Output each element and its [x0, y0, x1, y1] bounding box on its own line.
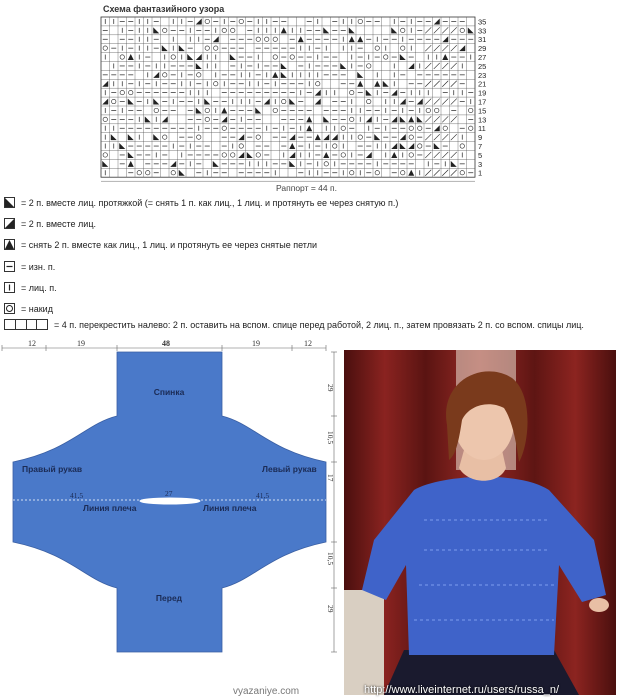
- row-number: 23: [478, 70, 487, 80]
- legend-text: = накид: [21, 303, 53, 314]
- right-dim-1: 29: [326, 384, 335, 392]
- dim-sleeve-left: 41,5: [70, 491, 84, 500]
- legend-text: = снять 2 п. вместе как лиц., 1 лиц. и протянуть ее через снятые петли: [21, 239, 318, 250]
- dim-neck: 27: [165, 489, 173, 498]
- legend-text: = 2 п. вместе лиц.: [21, 218, 96, 229]
- cable-cross-icon: [4, 319, 48, 330]
- right-dim-2: 10,5: [326, 431, 335, 445]
- legend-item-decrease-left: [4, 197, 398, 208]
- right-dim-5: 29: [326, 605, 335, 613]
- legend-text: = 2 п. вместе лиц. протяжкой (= снять 1 п. как лиц., 1 лиц. и протянуть ее через снятую п.): [21, 197, 399, 208]
- label-shoulder-right: Линия плеча: [203, 503, 257, 513]
- neckline-opening: [140, 498, 200, 504]
- legend-item-purl: [4, 261, 55, 272]
- row-number: 25: [478, 61, 487, 71]
- source-url[interactable]: http://www.liveinternet.ru/users/russa_n/: [364, 684, 560, 696]
- row-number: 27: [478, 53, 487, 62]
- row-number: 21: [478, 79, 487, 89]
- row-number: 13: [478, 115, 487, 125]
- legend-item-cable-cross: [4, 319, 584, 330]
- row-number: 33: [478, 26, 487, 36]
- dim-sleeve-right: 41,5: [256, 491, 270, 500]
- row-number: 1: [478, 168, 483, 178]
- photo-illustration: [344, 350, 616, 695]
- row-number: 15: [478, 106, 487, 116]
- pattern-repeat-label: Раппорт = 44 п.: [276, 183, 337, 193]
- row-number: 29: [478, 44, 487, 54]
- legend-text: = лиц. п.: [21, 282, 57, 293]
- purl-icon: [4, 261, 15, 272]
- label-front: Перед: [155, 593, 183, 603]
- legend-item-yarn-over: [4, 303, 53, 314]
- legend-item-decrease-right: [4, 218, 96, 229]
- knitting-chart-grid: [0, 0, 619, 200]
- row-number: 31: [478, 35, 487, 45]
- watermark: vyazaniye.com: [233, 686, 300, 697]
- garment-schematic: [0, 340, 340, 660]
- chart-title: Схема фантазийного узора: [103, 4, 225, 14]
- row-number: 3: [478, 159, 483, 169]
- decrease-left-slant-icon: [4, 197, 15, 208]
- double-decrease-icon: [4, 239, 15, 250]
- top-dim-5: 12: [304, 340, 312, 348]
- legend-item-double-decrease: [4, 239, 317, 250]
- row-number: 7: [478, 142, 483, 151]
- row-number: 17: [478, 97, 487, 107]
- top-dim-3: 48: [162, 340, 170, 348]
- row-number: 35: [478, 17, 487, 27]
- label-left-sleeve: Левый рукав: [262, 464, 317, 474]
- legend-text: = изн. п.: [21, 261, 56, 272]
- decrease-right-slant-icon: [4, 218, 15, 229]
- label-right-sleeve: Правый рукав: [22, 464, 83, 474]
- knit-icon: [4, 282, 15, 293]
- row-number: 11: [478, 124, 486, 134]
- row-number: 5: [478, 150, 483, 160]
- row-number: 9: [478, 133, 483, 143]
- legend-text: = 4 п. перекрестить налево: 2 п. оставить на вспом. спице перед работой, 2 лиц. п., затем провязать 2 п. со вспом. спицы лиц.: [54, 319, 584, 330]
- row-number: 19: [478, 88, 487, 98]
- top-dim-1: 12: [28, 340, 36, 348]
- top-dim-2: 19: [77, 340, 85, 348]
- right-dim-3: 17: [326, 474, 335, 482]
- yarn-over-icon: [4, 303, 15, 314]
- legend-item-knit: [4, 282, 57, 293]
- model-photo: [344, 350, 616, 695]
- label-back: Спинка: [153, 387, 185, 397]
- top-dim-4: 19: [252, 340, 260, 348]
- right-dim-4: 10,5: [326, 552, 335, 566]
- label-shoulder-left: Линия плеча: [83, 503, 137, 513]
